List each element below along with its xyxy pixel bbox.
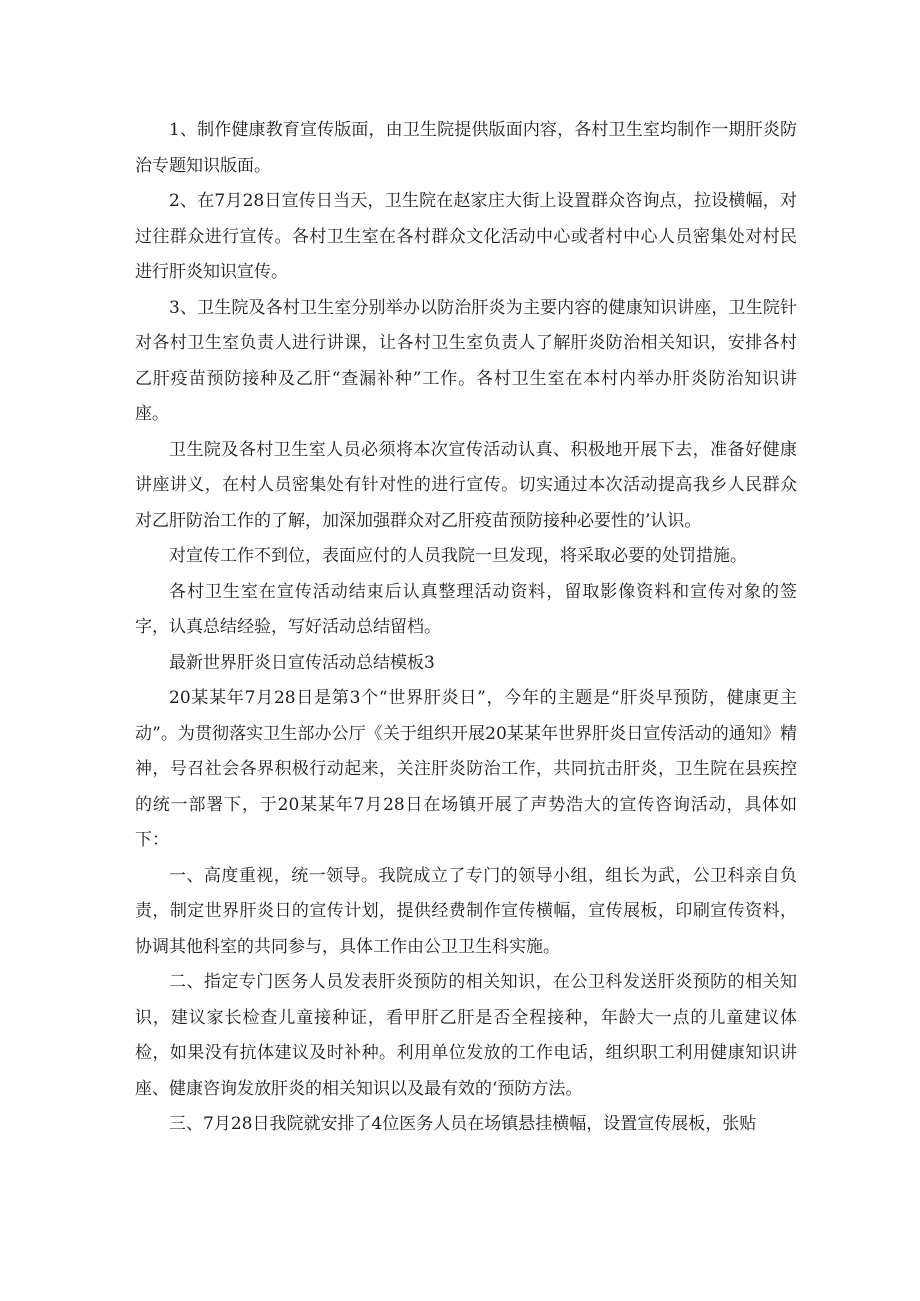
paragraph-point-one: 一、高度重视，统一领导。我院成立了专门的领导小组，组长为武，公卫科亲自负责，制定世界肝炎日的宣传计划，提供经费制作宣传横幅，宣传展板，印刷宣传资料，协调其他科室的共同参与，具体工作由公卫卫生科实施。 <box>135 865 797 957</box>
paragraph-penalty: 对宣传工作不到位，表面应付的人员我院一旦发现，将采取必要的处罚措施。 <box>169 546 747 566</box>
paragraph-item-2: 2、在7月28日宣传日当天，卫生院在赵家庄大街上设置群众咨询点，拉设横幅，对过往群众进行宣传。各村卫生室在各村群众文化活动中心或者村中心人员密集处对村民进行肝炎知识宣传。 <box>135 191 797 282</box>
paragraph-item-1: 1、制作健康教育宣传版面，由卫生院提供版面内容，各村卫生室均制作一期肝炎防治专题知识版面。 <box>135 120 797 176</box>
paragraph-requirements: 卫生院及各村卫生室人员必须将本次宣传活动认真、积极地开展下去，准备好健康讲座讲义，在村人员密集处有针对性的进行宣传。切实通过本次活动提高我乡人民群众对乙肝防治工作的了解，加深加强群众对乙肝疫苗预防接种必要性的’认识。 <box>135 439 797 531</box>
paragraph-summary-archive: 各村卫生室在宣传活动结束后认真整理活动资料，留取影像资料和宣传对象的签字，认真总结经验，写好活动总结留档。 <box>135 581 797 637</box>
paragraph-item-3: 3、卫生院及各村卫生室分别举办以防治肝炎为主要内容的健康知识讲座，卫生院针对各村卫生室负责人进行讲课，让各村卫生室负责人了解肝炎防治相关知识，安排各村乙肝疫苗预防接种及乙肝“查漏补种”工作。各村卫生室在本村内举办肝炎防治知识讲座。 <box>135 297 797 424</box>
paragraph-point-three: 三、7月28日我院就安排了4位医务人员在场镇悬挂横幅，设置宣传展板，张贴 <box>169 1114 757 1134</box>
paragraph-intro: 20某某年7月28日是第3个“世界肝炎日”，今年的主题是“肝炎早预防，健康更主动”。为贯彻落实卫生部办公厅《关于组织开展20某某年世界肝炎日宣传活动的通知》精神，号召社会各界积极行动起来，关注肝炎防治工作，共同抗击肝炎，卫生院在县疾控的统一部署下，于20某某年7月28日在场镇开展了声势浩大的宣传咨询活动，具体如下： <box>135 688 797 850</box>
paragraph-point-two: 二、指定专门医务人员发表肝炎预防的相关知识，在公卫科发送肝炎预防的相关知识，建议家长检查儿童接种证，看甲肝乙肝是否全程接种，年龄大一点的儿童建议体检，如果没有抗体建议及时补种。利用单位发放的工作电话，组织职工利用健康知识讲座、健康咨询发放肝炎的相关知识以及最有效的‘预防方法。 <box>135 972 797 1099</box>
section-heading: 最新世界肝炎日宣传活动总结模板3 <box>169 652 435 673</box>
document-body <box>135 113 797 1143</box>
